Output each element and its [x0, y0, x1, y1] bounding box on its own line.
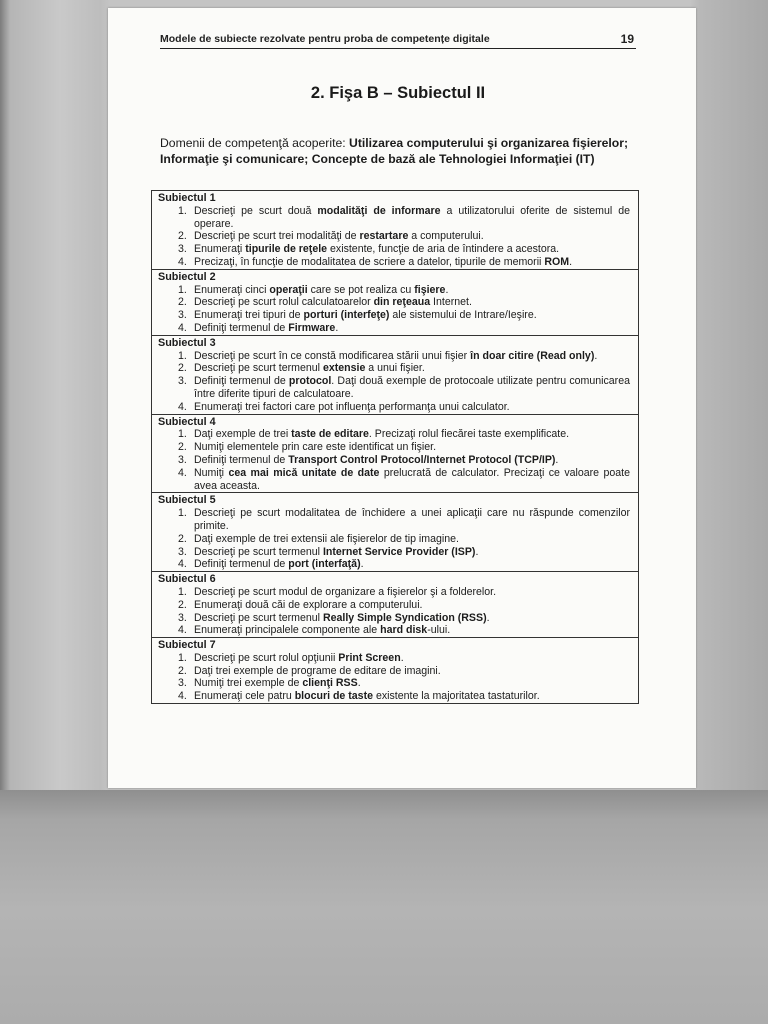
subject-title: Subiectul 7	[158, 639, 216, 652]
question-number: 4.	[178, 466, 187, 479]
scanner-bed-shadow	[0, 790, 768, 1024]
question-keyword: Really Simple Syndication (RSS)	[322, 611, 487, 624]
question-text: .	[400, 651, 404, 664]
question-text: a unui fişier.	[365, 362, 425, 375]
question-text: . Daţi două exemple de protocoale utilizate pentru comunicarea între diferite tipuri de calculatoare.	[194, 375, 630, 400]
question-text: Internet.	[430, 296, 472, 309]
question-number: 1.	[178, 349, 187, 362]
question-item	[158, 665, 630, 678]
question-keyword: taste de editare	[291, 428, 369, 441]
question-text: .	[445, 283, 449, 296]
question-number: 1.	[178, 428, 187, 441]
question-item	[158, 230, 630, 243]
question-keyword: port (interfaţă)	[288, 558, 361, 571]
question-text: Definiţi termenul de	[194, 453, 289, 466]
question-list	[158, 284, 630, 335]
page-number: 19	[620, 32, 634, 46]
question-item	[158, 599, 630, 612]
question-list	[158, 350, 630, 414]
question-item	[158, 350, 630, 363]
question-text: existente, funcţie de aria de întindere a acestora.	[327, 243, 560, 256]
question-list	[158, 428, 630, 492]
question-text: Numiţi trei exemple de	[194, 677, 303, 690]
question-item	[158, 454, 630, 467]
question-item	[158, 401, 630, 414]
question-text: a utilizatorului oferite de sistemul de operare.	[194, 204, 630, 230]
question-text: Enumeraţi	[194, 243, 246, 256]
subject-title: Subiectul 6	[158, 573, 216, 586]
question-keyword: protocol	[288, 375, 332, 388]
question-number: 4.	[178, 400, 187, 413]
question-item	[158, 375, 630, 401]
question-number: 3.	[178, 375, 187, 388]
question-item	[158, 558, 630, 571]
question-number: 1.	[178, 507, 187, 520]
question-keyword: hard disk	[380, 624, 428, 637]
question-text: .	[475, 545, 479, 558]
question-number: 2.	[178, 598, 187, 611]
question-number: 1.	[178, 204, 187, 217]
question-number: 4.	[178, 321, 187, 334]
question-text: Daţi exemple de trei extensii ale fişierelor de tip imagine.	[194, 532, 459, 545]
book-page	[108, 8, 696, 788]
question-keyword: restartare	[359, 230, 409, 243]
question-item	[158, 612, 630, 625]
question-text: Enumeraţi două căi de explorare a computerului.	[194, 598, 423, 611]
question-number: 1.	[178, 651, 187, 664]
question-text: Definiţi termenul de	[194, 558, 289, 571]
question-text: Descrieţi pe scurt rolul opţiunii	[194, 651, 339, 664]
question-number: 3.	[178, 677, 187, 690]
question-number: 2.	[178, 362, 187, 375]
question-number: 2.	[178, 296, 187, 309]
competence-lead: Domenii de competenţă acoperite:	[160, 136, 350, 150]
question-item	[158, 677, 630, 690]
question-text: Enumeraţi principalele componente ale	[194, 624, 381, 637]
question-number: 3.	[178, 309, 187, 322]
question-number: 3.	[178, 611, 187, 624]
question-number: 2.	[178, 532, 187, 545]
question-text: prelucrată de calculator. Precizaţi ce valoare poate avea aceasta.	[194, 466, 630, 492]
question-item	[158, 296, 630, 309]
question-text: Numiţi	[194, 466, 229, 479]
question-text: Precizaţi, în funcţie de modalitatea de scriere a datelor, tipurile de memorii	[194, 255, 545, 268]
question-item	[158, 284, 630, 297]
question-text: Enumeraţi cinci	[194, 283, 270, 296]
question-text: Descrieţi pe scurt rolul calculatoarelor	[194, 296, 374, 309]
subject-section	[152, 492, 638, 571]
subject-section	[152, 269, 638, 335]
question-item	[158, 586, 630, 599]
page-title: 2. Fişa B – Subiectul II	[310, 84, 486, 102]
question-text: existente la majoritatea tastaturilor.	[373, 690, 540, 703]
question-item	[158, 467, 630, 493]
question-text: Enumeraţi trei factori care pot influenţa performanţa unui calculator.	[194, 400, 510, 413]
question-number: 2.	[178, 664, 187, 677]
question-text: .	[357, 677, 361, 690]
question-keyword: Internet Service Provider (ISP)	[322, 545, 476, 558]
question-text: Enumeraţi trei tipuri de	[194, 309, 304, 322]
question-keyword: Print Screen	[338, 651, 401, 664]
question-keyword: porturi (interfeţe)	[303, 309, 390, 322]
question-number: 2.	[178, 230, 187, 243]
question-item	[158, 243, 630, 256]
running-header-title: Modele de subiecte rezolvate pentru proba de competențe digitale	[160, 33, 490, 45]
question-keyword: Firmware	[288, 321, 336, 334]
question-text: .	[360, 558, 364, 571]
question-list	[158, 507, 630, 571]
question-keyword: ROM	[544, 255, 570, 268]
question-number: 4.	[178, 690, 187, 703]
question-text: Definiţi termenul de	[194, 375, 289, 388]
question-item	[158, 362, 630, 375]
competence-domains	[160, 135, 640, 167]
question-text: Numiţi elementele prin care este identificat un fişier.	[194, 441, 437, 454]
question-list	[158, 652, 630, 703]
subject-title: Subiectul 5	[158, 494, 216, 507]
question-text: Descrieţi pe scurt în ce constă modificarea stării unui fişier	[194, 349, 471, 362]
question-text: Daţi trei exemple de programe de editare de imagini.	[194, 664, 441, 677]
question-item	[158, 441, 630, 454]
subject-title: Subiectul 3	[158, 336, 216, 349]
subject-title: Subiectul 2	[158, 270, 216, 283]
question-text: ale sistemului de Intrare/Ieşire.	[389, 309, 537, 322]
question-text: Descrieţi pe scurt două	[194, 204, 318, 217]
question-item	[158, 546, 630, 559]
question-text: .	[486, 611, 490, 624]
question-text: Descrieţi pe scurt termenul	[194, 362, 323, 375]
question-text: Enumeraţi cele patru	[194, 690, 295, 703]
question-text: .	[555, 453, 559, 466]
question-keyword: blocuri de taste	[294, 690, 373, 703]
question-text: care se pot realiza cu	[307, 283, 415, 296]
subject-section	[152, 414, 638, 493]
question-keyword: clienţi RSS	[302, 677, 358, 690]
question-keyword: modalităţi de informare	[317, 204, 441, 217]
subject-title: Subiectul 4	[158, 415, 216, 428]
question-keyword: din reţeaua	[373, 296, 431, 309]
question-number: 3.	[178, 545, 187, 558]
question-text: .	[594, 349, 598, 362]
question-text: .	[569, 255, 573, 268]
question-text: Descrieţi pe scurt termenul	[194, 545, 323, 558]
question-list	[158, 205, 630, 269]
question-text: -ului.	[427, 624, 451, 637]
question-item	[158, 690, 630, 703]
running-header	[160, 32, 636, 49]
question-text: Definiţi termenul de	[194, 321, 289, 334]
question-item	[158, 256, 630, 269]
question-text: Daţi exemple de trei	[194, 428, 292, 441]
subjects-table	[151, 190, 639, 704]
question-text: .	[335, 321, 339, 334]
question-number: 3.	[178, 243, 187, 256]
question-number: 1.	[178, 283, 187, 296]
question-text: Descrieţi pe scurt modul de organizare a fişierelor şi a folderelor.	[194, 585, 497, 598]
question-text: Descrieţi pe scurt modalitatea de închidere a unei aplicaţii care nu răspunde comenzilor primite.	[194, 507, 630, 532]
competence-list: Utilizarea computerului şi organizarea fişierelor; Informaţie şi comunicare; Concepte de bază ale Tehnologiei Informaţiei (IT)	[160, 136, 629, 166]
question-number: 4.	[178, 558, 187, 571]
question-keyword: extensie	[322, 362, 366, 375]
question-keyword: Transport Control Protocol/Internet Protocol (TCP/IP)	[288, 453, 556, 466]
question-list	[158, 586, 630, 637]
question-item	[158, 533, 630, 546]
question-number: 1.	[178, 585, 187, 598]
question-keyword: tipurile de reţele	[245, 243, 328, 256]
question-keyword: operaţii	[269, 283, 308, 296]
subject-section	[152, 637, 638, 703]
question-text: a computerului.	[408, 230, 484, 243]
question-keyword: fişiere	[414, 283, 446, 296]
question-item	[158, 428, 630, 441]
question-item	[158, 205, 630, 231]
question-number: 2.	[178, 441, 187, 454]
question-item	[158, 624, 630, 637]
question-item	[158, 322, 630, 335]
subject-section	[152, 571, 638, 637]
question-number: 4.	[178, 255, 187, 268]
question-text: . Precizaţi rolul fiecărei taste exemplificate.	[368, 428, 570, 441]
question-item	[158, 309, 630, 322]
question-keyword: cea mai mică unitate de date	[228, 466, 380, 479]
question-keyword: în doar citire (Read only)	[470, 349, 595, 362]
question-number: 4.	[178, 624, 187, 637]
subject-section	[152, 191, 638, 269]
question-text: Descrieţi pe scurt trei modalităţi de	[194, 230, 360, 243]
question-item	[158, 507, 630, 533]
subject-section	[152, 335, 638, 414]
question-number: 3.	[178, 453, 187, 466]
question-text: Descrieţi pe scurt termenul	[194, 611, 323, 624]
subject-title: Subiectul 1	[158, 192, 216, 204]
question-item	[158, 652, 630, 665]
